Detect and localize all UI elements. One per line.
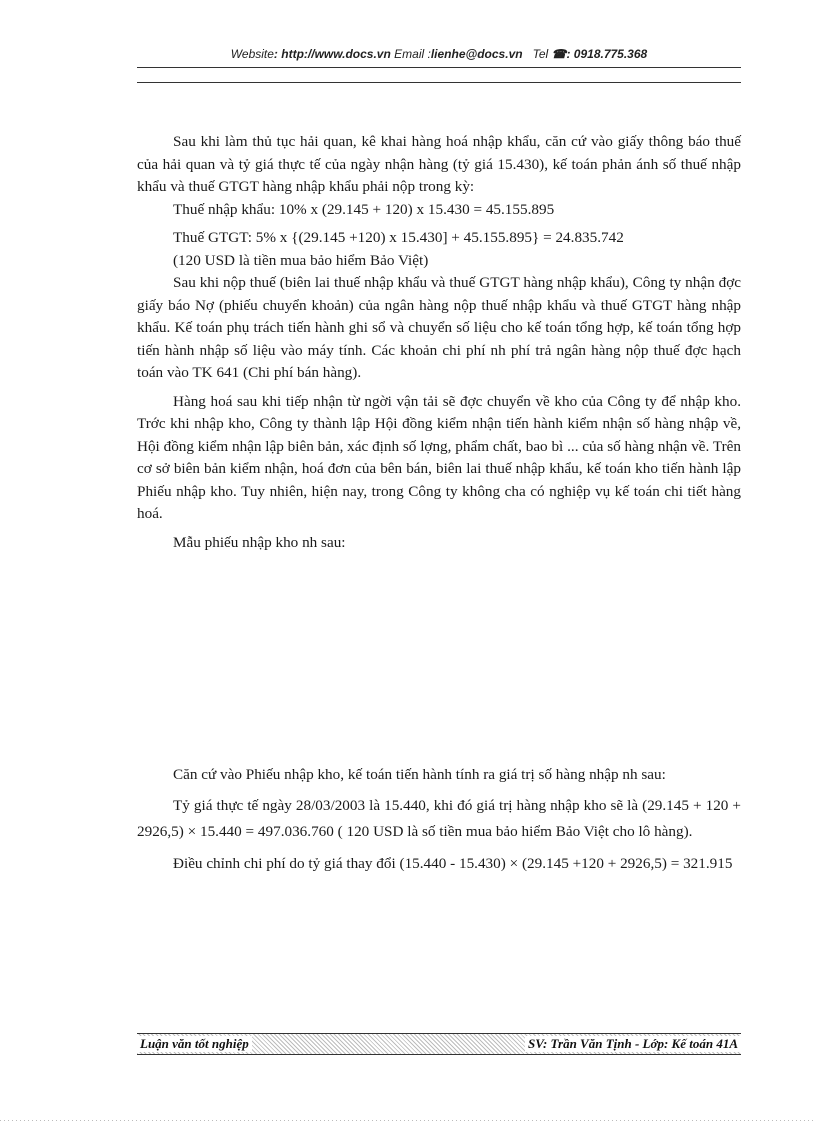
website-url[interactable]: : http://www.docs.vn [273,47,391,61]
footer-left: Luận văn tốt nghiệp [137,1036,252,1052]
paragraph: Thuế nhập khẩu: 10% x (29.145 + 120) x 15.430 = 45.155.895 [173,200,555,218]
header-divider-bottom [137,82,741,83]
page-footer [137,1033,741,1055]
paragraph: Sau khi làm thủ tục hải quan, kê khai hàng hoá nhập khẩu, căn cứ vào giấy thông báo thuế của hải quan và tỷ giá thực tế của ngày nhận hàng (tỷ giá 15.430), kế toán phản ánh số thuế nhập khẩu và thuế GTGT hàng nhập khẩu phải nộp trong kỳ: [137,133,741,195]
paragraph: Căn cứ vào Phiếu nhập kho, kế toán tiến hành tính ra giá trị số hàng nhập nh sau: [173,766,666,783]
footer-right: SV: Trần Văn Tịnh - Lớp: Kế toán 41A [525,1036,741,1052]
document-body [137,131,741,877]
paragraph: (120 USD là tiền mua bảo hiểm Bảo Việt) [173,251,429,269]
tel-value: : 0918.775.368 [566,47,648,61]
paragraph: Sau khi nộp thuế (biên lai thuế nhập khẩu và thuế GTGT hàng nhập khẩu), Công ty nhận đợc giấy báo Nợ (phiếu chuyển khoản) của ngân hàng nộp thuế nhập khẩu và thuế GTGT hàng nhập khẩu. Kế toán phụ trách tiến hành ghi sổ và chuyển số liệu cho kế toán tổng hợp, kế toán tổng hợp tiến hành nhập số liệu vào máy tính. Các khoản chi phí nh phí trả ngân hàng nộp thuế đợc hạch toán vào TK 641 (Chi phí bán hàng). [137,274,741,381]
tel-label: Tel [532,47,549,61]
paragraph: Tỷ giá thực tế ngày 28/03/2003 là 15.440, khi đó giá trị hàng nhập kho sẽ là (29.145 + 120 + 2926,5) × 15.440 = 497.036.760 ( 120 USD là số tiền mua bảo hiểm Bảo Việt cho lô hàng). [137,796,741,840]
email-value[interactable]: lienhe@docs.vn [430,47,523,61]
paragraph: Điều chỉnh chi phí do tỷ giá thay đổi (15.440 - 15.430) × (29.145 +120 + 2926,5) = 321.915 [173,854,733,872]
email-label: Email : [394,47,431,61]
phone-icon: ☎ [551,47,567,61]
page-header [137,47,741,61]
paragraph: Hàng hoá sau khi tiếp nhận từ ngời vận tải sẽ đợc chuyển về kho của Công ty để nhập kho. Trớc khi nhập kho, Công ty thành lập Hội đồng kiểm nhận tiến hành kiểm nhận số hàng nhập về, Hội đồng kiểm nhận lập biên bản, xác định số lợng, phẩm chất, bao bì ... của số hàng nhận về. Trên cơ sở biên bản kiểm nhận, hoá đơn của bên bán, biên lai thuế nhập khẩu, kế toán kho tiến hành lập Phiếu nhập kho. Tuy nhiên, hiện nay, trong Công ty không cha có nghiệp vụ kế toán chi tiết hàng hoá. [137,392,741,522]
form-placeholder [137,554,741,764]
header-divider [137,67,741,68]
paragraph: Mẫu phiếu nhập kho nh sau: [173,533,346,551]
bottom-border [0,1120,816,1121]
paragraph: Thuế GTGT: 5% x {(29.145 +120) x 15.430] + 45.155.895} = 24.835.742 [173,229,624,246]
website-label: Website [230,47,274,61]
